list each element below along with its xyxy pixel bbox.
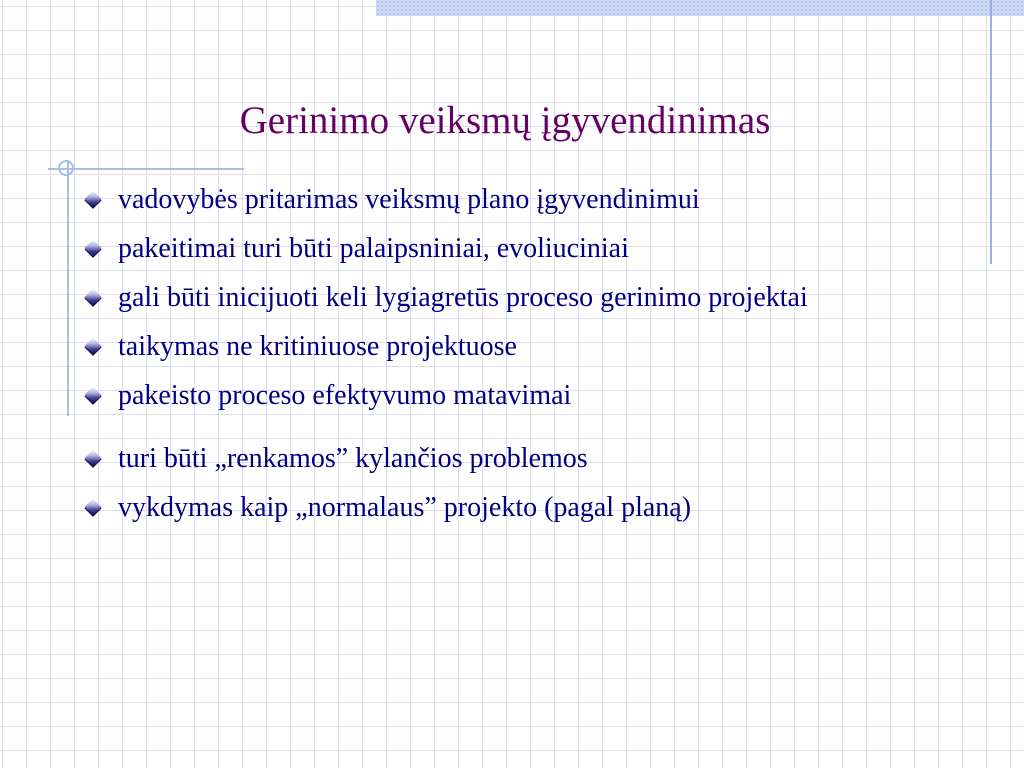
bullet-item: [84, 229, 808, 278]
bullet-list: [84, 180, 808, 537]
diamond-bullet-icon: [85, 240, 102, 257]
bullet-item: [84, 180, 808, 229]
bullet-item: [84, 488, 808, 537]
diamond-bullet-icon: [85, 450, 102, 467]
bullet-item: [84, 376, 808, 425]
bullet-text: pakeisto proceso efektyvumo matavimai: [118, 380, 572, 411]
decorative-title-underline: [48, 168, 244, 170]
bullet-text: vykdymas kaip „normalaus” projekto (pagal planą): [118, 492, 692, 523]
bullet-text: taikymas ne kritiniuose projektuose: [118, 331, 517, 362]
bullet-item: [84, 278, 808, 327]
diamond-bullet-icon: [85, 289, 102, 306]
decorative-top-band: [376, 0, 1024, 16]
slide-title: Gerinimo veiksmų įgyvendinimas: [239, 99, 771, 142]
bullet-text: gali būti inicijuoti keli lygiagretūs proceso gerinimo projektai: [118, 282, 808, 313]
bullet-text: pakeitimai turi būti palaipsniniai, evoliuciniai: [118, 233, 629, 264]
decorative-left-line: [67, 160, 69, 416]
bullet-text: vadovybės pritarimas veiksmų plano įgyvendinimui: [118, 184, 700, 215]
diamond-bullet-icon: [85, 499, 102, 516]
diamond-bullet-icon: [85, 191, 102, 208]
bullet-text: turi būti „renkamos” kylančios problemos: [118, 443, 588, 474]
bullet-item: [84, 439, 808, 488]
crosshair-circle-icon: [58, 160, 74, 176]
diamond-bullet-icon: [85, 387, 102, 404]
diamond-bullet-icon: [85, 338, 102, 355]
bullet-item: [84, 327, 808, 376]
